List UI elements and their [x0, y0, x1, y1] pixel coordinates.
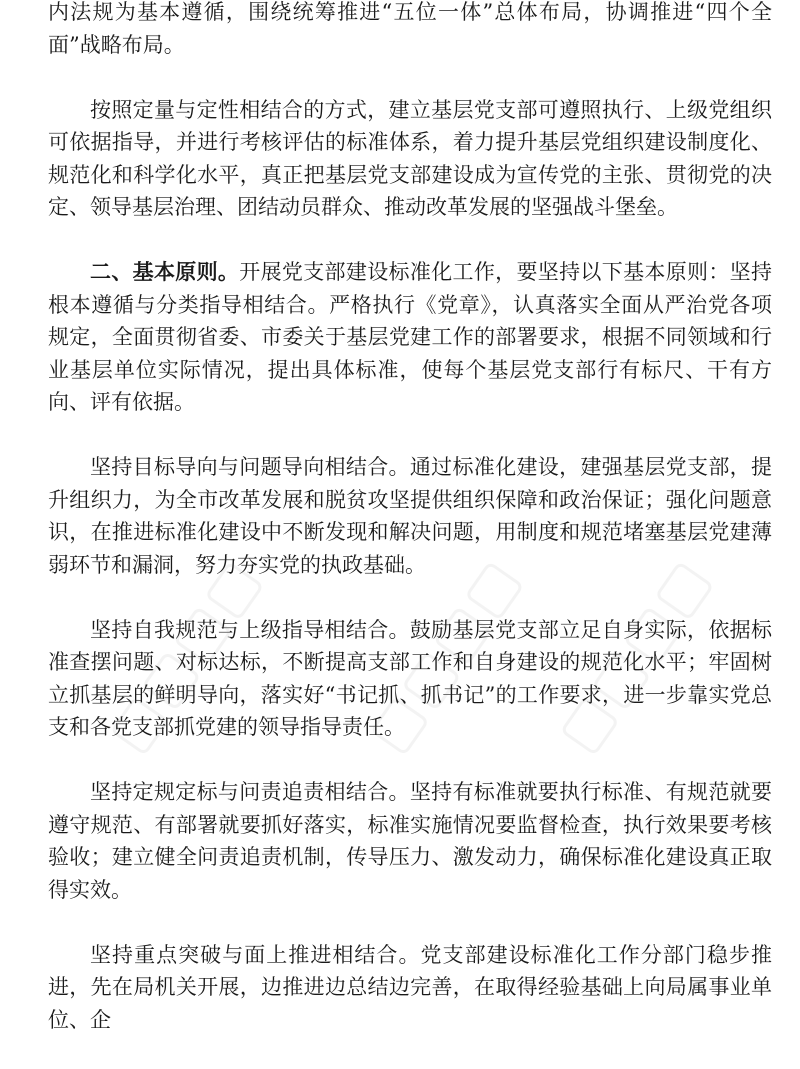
paragraph-text: 坚持自我规范与上级指导相结合。鼓励基层党支部立足自身实际，依据标准查摆问题、对标达标，不断提高支部工作和自身建设的规范化水平；牢固树立抓基层的鲜明导向，落实好“书记抓、抓书记”的工作要求，进一步靠实党总支和各党支部抓党建的领导指导责任。 [48, 617, 772, 739]
paragraph-intro-continuation [48, 0, 772, 61]
paragraph-text: 按照定量与定性相结合的方式，建立基层党支部可遵照执行、上级党组织可依据指导，并进行考核评估的标准体系，着力提升基层党组织建设制度化、规范化和科学化水平，真正把基层党支部建设成为宣传党的主张、贯彻党的决定、领导基层治理、团结动员群众、推动改革发展的坚强战斗堡垒。 [48, 97, 772, 219]
paragraph-text: 坚持定规定标与问责追责相结合。坚持有标准就要执行标准、有规范就要遵守规范、有部署就要抓好落实，标准实施情况要监督检查，执行效果要考核验收；建立健全问责追责机制，传导压力、激发动力，确保标准化建设真正取得实效。 [48, 780, 772, 902]
paragraph-text: 坚持重点突破与面上推进相结合。党支部建设标准化工作分部门稳步推进，先在局机关开展，边推进边总结边完善，在取得经验基础上向局属事业单位、企 [48, 942, 772, 1032]
section-heading: 二、基本原则。 [90, 259, 240, 284]
paragraph-self-regulation [48, 614, 772, 744]
paragraph-accountability [48, 776, 772, 906]
document-body [48, 0, 772, 1069]
paragraph-goal-orientation [48, 451, 772, 581]
paragraph-text: 坚持目标导向与问题导向相结合。通过标准化建设，建强基层党支部，提升组织力，为全市改革发展和脱贫攻坚提供组织保障和政治保证；强化问题意识，在推进标准化建设中不断发现和解决问题，用制度和规范堵塞基层党建薄弱环节和漏洞，努力夯实党的执政基础。 [48, 455, 772, 577]
paragraph-basic-principles [48, 256, 772, 419]
paragraph-key-breakthrough [48, 939, 772, 1037]
paragraph-standard-system [48, 94, 772, 224]
paragraph-text: 内法规为基本遵循，围绕统筹推进“五位一体”总体布局，协调推进“四个全面”战略布局。 [48, 0, 772, 57]
paragraph-text: 开展党支部建设标准化工作，要坚持以下基本原则：坚持根本遵循与分类指导相结合。严格执行《党章》，认真落实全面从严治党各项规定，全面贯彻省委、市委关于基层党建工作的部署要求，根据不同领域和行业基层单位实际情况，提出具体标准，使每个基层党支部行有标尺、干有方向、评有依据。 [48, 260, 773, 414]
